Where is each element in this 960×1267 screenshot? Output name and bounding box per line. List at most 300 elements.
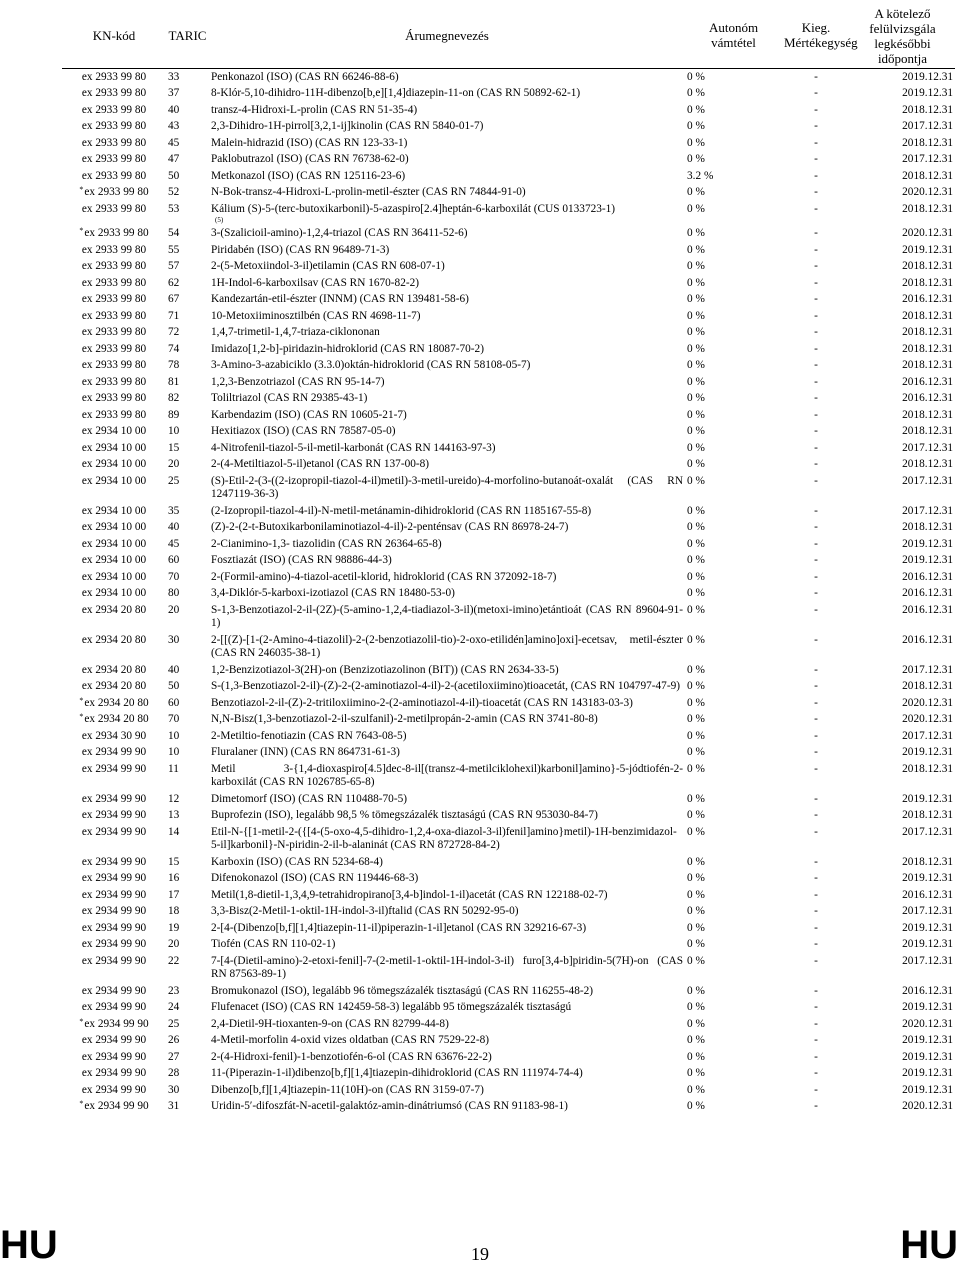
duty-rate: 0 % bbox=[687, 342, 705, 355]
duty-rate: 0 % bbox=[687, 521, 705, 533]
taric-code: 10 bbox=[168, 746, 180, 758]
duty-rate: 0 % bbox=[687, 375, 705, 388]
taric-code: 28 bbox=[168, 1067, 180, 1079]
goods-description: 2-(4-Hidroxi-fenil)-1-benzotiofén-6-ol (CAS RN 63676-22-2) bbox=[211, 1050, 492, 1063]
supplementary-unit: - bbox=[814, 792, 818, 805]
goods-description: S-1,3-Benzotiazol-2-il-(2Z)-(5-amino-1,2,4-tiadiazol-3-il)(metoxi-imino)etántioát (CAS RN 89604-91-1) bbox=[211, 603, 683, 629]
taric-code: 14 bbox=[168, 825, 180, 838]
goods-description-cell bbox=[209, 1000, 685, 1017]
goods-description: (2-Izopropil-tiazol-4-il)-N-metil-metánamin-dihidroklorid (CAS RN 1185167-55-8) bbox=[211, 504, 592, 517]
duty-rate: 0 % bbox=[687, 696, 705, 709]
table-row bbox=[62, 1049, 955, 1066]
supplementary-unit: - bbox=[814, 855, 818, 868]
review-date: 2019.12.31 bbox=[902, 1067, 953, 1079]
kn-code-cell bbox=[62, 1033, 166, 1050]
review-date: 2018.12.31 bbox=[902, 762, 953, 775]
kn-code-cell bbox=[62, 553, 166, 570]
goods-description-cell bbox=[209, 536, 685, 553]
review-date: 2017.12.31 bbox=[902, 504, 953, 517]
table-row bbox=[62, 1016, 955, 1033]
header-unit-line: Mértékegység bbox=[784, 35, 858, 50]
review-date: 2019.12.31 bbox=[902, 554, 953, 566]
kn-code-cell bbox=[62, 424, 166, 441]
kn-code: ex 2934 20 80 bbox=[81, 680, 147, 692]
supplementary-unit: - bbox=[814, 474, 818, 487]
kn-code: ex 2933 99 80 bbox=[81, 87, 147, 99]
taric-code: 23 bbox=[168, 984, 180, 997]
duty-rate: 0 % bbox=[687, 792, 705, 805]
kn-code: ex 2933 99 80 bbox=[81, 359, 147, 371]
kn-code: ex 2933 99 80 bbox=[81, 243, 147, 256]
table-row bbox=[62, 457, 955, 474]
goods-description: Difenokonazol (ISO) (CAS RN 119446-68-3) bbox=[211, 872, 419, 884]
kn-code-cell bbox=[62, 242, 166, 259]
duty-rate: 0 % bbox=[687, 1100, 705, 1112]
taric-code: 12 bbox=[168, 792, 180, 805]
taric-code: 19 bbox=[168, 921, 180, 934]
goods-description: transz-4-Hidroxi-L-prolin (CAS RN 51-35-4) bbox=[211, 103, 418, 116]
supplementary-unit: - bbox=[814, 359, 818, 371]
review-date: 2016.12.31 bbox=[902, 587, 953, 599]
duty-rate: 0 % bbox=[687, 1050, 705, 1063]
kn-code-cell bbox=[62, 791, 166, 808]
duty-rate: 0 % bbox=[687, 103, 705, 116]
goods-description-cell bbox=[209, 586, 685, 603]
kn-code: ex 2934 20 80 bbox=[81, 663, 147, 676]
kn-code: ex 2934 99 90 bbox=[81, 938, 147, 950]
goods-description-cell bbox=[209, 1049, 685, 1066]
table-row bbox=[62, 1082, 955, 1099]
goods-description-cell bbox=[209, 407, 685, 424]
supplementary-unit: - bbox=[814, 458, 818, 470]
review-date: 2017.12.31 bbox=[902, 153, 953, 165]
kn-code: ex 2934 99 90 bbox=[81, 984, 147, 997]
supplementary-unit: - bbox=[814, 136, 818, 149]
table-row bbox=[62, 1000, 955, 1017]
kn-code: ex 2933 99 80 bbox=[81, 120, 147, 132]
review-date: 2019.12.31 bbox=[902, 1083, 953, 1096]
goods-description-cell bbox=[209, 473, 685, 503]
kn-code: ex 2934 10 00 bbox=[81, 504, 147, 517]
kn-code-cell bbox=[62, 586, 166, 603]
supplementary-unit: - bbox=[814, 504, 818, 517]
taric-code: 20 bbox=[168, 458, 180, 470]
review-date: 2020.12.31 bbox=[902, 1017, 953, 1030]
table-row bbox=[62, 424, 955, 441]
taric-code: 17 bbox=[168, 888, 180, 901]
review-date: 2018.12.31 bbox=[902, 359, 953, 371]
amendment-marker: * bbox=[79, 1099, 84, 1108]
kn-code: ex 2934 10 00 bbox=[81, 441, 147, 454]
goods-description: Kandezartán-etil-észter (INNM) (CAS RN 139481-58-6) bbox=[211, 293, 469, 305]
goods-description-cell bbox=[209, 242, 685, 259]
goods-description-cell bbox=[209, 275, 685, 292]
goods-description-cell bbox=[209, 632, 685, 662]
kn-code: ex 2934 99 90 bbox=[81, 746, 147, 758]
kn-code-cell bbox=[62, 226, 166, 243]
duty-rate: 3.2 % bbox=[687, 169, 714, 182]
table-row bbox=[62, 553, 955, 570]
kn-code-cell bbox=[62, 887, 166, 904]
table-row bbox=[62, 1099, 955, 1116]
kn-code-cell bbox=[62, 520, 166, 537]
goods-description: 11-(Piperazin-1-il)dibenzo[b,f][1,4]tiazepin-dihidroklorid (CAS RN 111974-74-4) bbox=[211, 1067, 583, 1079]
review-date: 2019.12.31 bbox=[902, 1034, 953, 1046]
kn-code-cell bbox=[62, 569, 166, 586]
kn-code-cell bbox=[62, 712, 166, 729]
amendment-marker: * bbox=[79, 185, 84, 194]
review-date: 2020.12.31 bbox=[902, 713, 953, 725]
kn-code-cell bbox=[62, 602, 166, 632]
review-date: 2017.12.31 bbox=[902, 825, 953, 838]
duty-rate: 0 % bbox=[687, 441, 705, 454]
review-date: 2020.12.31 bbox=[902, 227, 953, 239]
duty-rate: 0 % bbox=[687, 202, 705, 215]
goods-description: 2-Cianimino-1,3- tiazolidin (CAS RN 26364-65-8) bbox=[211, 537, 442, 550]
supplementary-unit: - bbox=[814, 521, 818, 533]
kn-code: ex 2934 20 80 bbox=[81, 603, 147, 616]
goods-description: Dibenzo[b,f][1,4]tiazepin-11(10H)-on (CAS RN 3159-07-7) bbox=[211, 1083, 484, 1096]
header-date-line: legkésőbbi bbox=[874, 36, 931, 51]
table-row bbox=[62, 473, 955, 503]
kn-code-cell bbox=[62, 1066, 166, 1083]
goods-description-cell bbox=[209, 662, 685, 679]
kn-code-cell bbox=[62, 904, 166, 921]
kn-code-cell bbox=[62, 920, 166, 937]
goods-description: Metil(1,8-dietil-1,3,4,9-tetrahidropirano[3,4-b]indol-1-il)acetát (CAS RN 122188-02-7) bbox=[211, 888, 608, 901]
amendment-marker: * bbox=[79, 226, 84, 235]
taric-code: 25 bbox=[168, 1017, 180, 1030]
taric-code: 57 bbox=[168, 260, 180, 272]
supplementary-unit: - bbox=[814, 888, 818, 901]
kn-code: ex 2934 99 90 bbox=[81, 855, 147, 868]
goods-description: 3,3-Bisz(2-Metil-1-oktil-1H-indol-3-il)ftalid (CAS RN 50292-95-0) bbox=[211, 905, 519, 917]
taric-code: 82 bbox=[168, 392, 180, 404]
kn-code-cell bbox=[62, 185, 166, 202]
goods-description-cell bbox=[209, 854, 685, 871]
table-row bbox=[62, 536, 955, 553]
table-row bbox=[62, 1066, 955, 1083]
duty-rate: 0 % bbox=[687, 1034, 705, 1046]
kn-code-cell bbox=[62, 473, 166, 503]
header-vat bbox=[685, 2, 782, 69]
supplementary-unit: - bbox=[814, 570, 818, 583]
table-row bbox=[62, 440, 955, 457]
taric-code: 26 bbox=[168, 1034, 180, 1046]
goods-description-cell bbox=[209, 391, 685, 408]
review-date: 2019.12.31 bbox=[902, 243, 953, 256]
kn-code: ex 2934 10 00 bbox=[81, 521, 147, 533]
goods-description-cell bbox=[209, 695, 685, 712]
table-row bbox=[62, 695, 955, 712]
duty-rate: 0 % bbox=[687, 293, 705, 305]
goods-description-cell bbox=[209, 457, 685, 474]
duty-rate: 0 % bbox=[687, 243, 705, 256]
goods-description-cell bbox=[209, 102, 685, 119]
table-row bbox=[62, 953, 955, 983]
review-date: 2016.12.31 bbox=[902, 570, 953, 583]
goods-description-cell bbox=[209, 1066, 685, 1083]
kn-code: ex 2933 99 80 bbox=[81, 169, 147, 182]
goods-description-cell bbox=[209, 904, 685, 921]
supplementary-unit: - bbox=[814, 872, 818, 884]
review-date: 2019.12.31 bbox=[902, 70, 953, 83]
kn-code: ex 2933 99 80 bbox=[84, 227, 149, 239]
goods-description: (S)-Etil-2-(3-((2-izopropil-tiazol-4-il)metil)-3-metil-ureido)-4-morfolino-butanoát-oxalát (CAS RN 1247119-36-3) bbox=[211, 474, 683, 500]
table-row bbox=[62, 937, 955, 954]
header-vat-line: vámtétel bbox=[711, 35, 756, 50]
table-row bbox=[62, 887, 955, 904]
goods-description: 1,4,7-trimetil-1,4,7-triaza-ciklononan bbox=[211, 326, 380, 338]
kn-code-cell bbox=[62, 152, 166, 169]
goods-description-cell bbox=[209, 358, 685, 375]
review-date: 2018.12.31 bbox=[902, 521, 953, 533]
kn-code: ex 2933 99 80 bbox=[81, 293, 147, 305]
kn-code-cell bbox=[62, 808, 166, 825]
duty-rate: 0 % bbox=[687, 663, 705, 676]
goods-description: N,N-Bisz(1,3-benzotiazol-2-il-szulfanil)-2-metilpropán-2-amin (CAS RN 3741-80-8) bbox=[211, 713, 598, 725]
taric-code: 30 bbox=[168, 633, 180, 646]
taric-code: 89 bbox=[168, 408, 180, 421]
duty-rate: 0 % bbox=[687, 888, 705, 901]
header-unit bbox=[782, 2, 858, 69]
table-row bbox=[62, 185, 955, 202]
kn-code-cell bbox=[62, 1049, 166, 1066]
supplementary-unit: - bbox=[814, 293, 818, 305]
kn-code-cell bbox=[62, 440, 166, 457]
goods-description-cell bbox=[209, 152, 685, 169]
goods-description: Imidazo[1,2-b]-piridazin-hidroklorid (CAS RN 18087-70-2) bbox=[211, 342, 484, 355]
duty-rate: 0 % bbox=[687, 359, 705, 371]
goods-description: N-Bok-transz-4-Hidroxi-L-prolin-metil-észter (CAS RN 74844-91-0) bbox=[211, 186, 526, 198]
kn-code-cell bbox=[62, 292, 166, 309]
supplementary-unit: - bbox=[814, 87, 818, 99]
review-date: 2017.12.31 bbox=[902, 663, 953, 676]
review-date: 2018.12.31 bbox=[902, 809, 953, 821]
duty-rate: 0 % bbox=[687, 729, 705, 742]
goods-description-cell bbox=[209, 953, 685, 983]
table-row bbox=[62, 69, 955, 86]
goods-description: Bromukonazol (ISO), legalább 96 tömegszázalék tisztaságú (CAS RN 116255-48-2) bbox=[211, 984, 594, 997]
goods-description: Penkonazol (ISO) (CAS RN 66246-88-6) bbox=[211, 70, 399, 83]
goods-description-cell bbox=[209, 341, 685, 358]
duty-rate: 0 % bbox=[687, 136, 705, 149]
kn-code-cell bbox=[62, 871, 166, 888]
review-date: 2017.12.31 bbox=[902, 120, 953, 132]
goods-description-cell bbox=[209, 168, 685, 185]
goods-description-cell bbox=[209, 135, 685, 152]
supplementary-unit: - bbox=[814, 1083, 818, 1096]
table-row bbox=[62, 824, 955, 854]
goods-description: 1,2,3-Benzotriazol (CAS RN 95-14-7) bbox=[211, 375, 385, 388]
review-date: 2018.12.31 bbox=[902, 276, 953, 289]
taric-code: 62 bbox=[168, 276, 180, 289]
table-row bbox=[62, 602, 955, 632]
review-date: 2017.12.31 bbox=[902, 729, 953, 742]
taric-code: 70 bbox=[168, 713, 180, 725]
goods-description-cell bbox=[209, 728, 685, 745]
supplementary-unit: - bbox=[814, 120, 818, 132]
taric-code: 16 bbox=[168, 872, 180, 884]
review-date: 2019.12.31 bbox=[902, 746, 953, 758]
supplementary-unit: - bbox=[814, 762, 818, 775]
goods-description-cell bbox=[209, 424, 685, 441]
kn-code: ex 2934 20 80 bbox=[84, 696, 149, 709]
table-row bbox=[62, 728, 955, 745]
table-row bbox=[62, 1033, 955, 1050]
taric-code: 52 bbox=[168, 186, 180, 198]
table-row bbox=[62, 569, 955, 586]
duty-rate: 0 % bbox=[687, 1067, 705, 1079]
header-unit-line: Kieg. bbox=[801, 20, 831, 35]
kn-code: ex 2933 99 80 bbox=[81, 276, 147, 289]
taric-code: 40 bbox=[168, 521, 180, 533]
goods-description-cell bbox=[209, 503, 685, 520]
review-date: 2018.12.31 bbox=[902, 408, 953, 421]
kn-code: ex 2934 99 90 bbox=[81, 1034, 147, 1046]
taric-code: 15 bbox=[168, 441, 180, 454]
header-date bbox=[850, 2, 955, 69]
kn-code-cell bbox=[62, 695, 166, 712]
goods-description: Hexitiazox (ISO) (CAS RN 78587-05-0) bbox=[211, 425, 396, 437]
taric-code: 45 bbox=[168, 537, 180, 550]
kn-code-cell bbox=[62, 407, 166, 424]
review-date: 2019.12.31 bbox=[902, 938, 953, 950]
table-row bbox=[62, 632, 955, 662]
kn-code: ex 2934 10 00 bbox=[81, 587, 147, 599]
review-date: 2018.12.31 bbox=[902, 260, 953, 272]
goods-description: 2-(Formil-amino)-4-tiazol-acetil-klorid, hidroklorid (CAS RN 372092-18-7) bbox=[211, 570, 557, 583]
kn-code: ex 2933 99 80 bbox=[81, 309, 147, 322]
taric-code: 30 bbox=[168, 1083, 180, 1096]
taric-code: 67 bbox=[168, 293, 180, 305]
review-date: 2016.12.31 bbox=[902, 293, 953, 305]
kn-code: ex 2934 99 90 bbox=[81, 888, 147, 901]
supplementary-unit: - bbox=[814, 375, 818, 388]
supplementary-unit: - bbox=[814, 1001, 818, 1013]
supplementary-unit: - bbox=[814, 954, 818, 967]
kn-code: ex 2933 99 80 bbox=[81, 408, 147, 421]
goods-description: Flufenacet (ISO) (CAS RN 142459-58-3) legalább 95 tömegszázalék tisztaságú bbox=[211, 1001, 572, 1013]
goods-description: Kálium (S)-5-(terc-butoxikarbonil)-5-azaspiro[2.4]heptán-6-karboxilát (CUS 0133723-1) bbox=[211, 202, 616, 215]
supplementary-unit: - bbox=[814, 243, 818, 256]
goods-description-cell bbox=[209, 569, 685, 586]
kn-code: ex 2934 10 00 bbox=[81, 537, 147, 550]
taric-code: 20 bbox=[168, 938, 180, 950]
goods-description-cell bbox=[209, 440, 685, 457]
review-date: 2018.12.31 bbox=[902, 342, 953, 355]
tariff-table bbox=[62, 2, 955, 1115]
kn-code-cell bbox=[62, 1099, 166, 1116]
goods-description: Paklobutrazol (ISO) (CAS RN 76738-62-0) bbox=[211, 153, 409, 165]
duty-rate: 0 % bbox=[687, 855, 705, 868]
taric-code: 10 bbox=[168, 729, 180, 742]
duty-rate: 0 % bbox=[687, 825, 705, 838]
duty-rate: 0 % bbox=[687, 954, 705, 967]
goods-description: Tiofén (CAS RN 110-02-1) bbox=[211, 938, 336, 950]
kn-code-cell bbox=[62, 341, 166, 358]
review-date: 2016.12.31 bbox=[902, 603, 953, 616]
duty-rate: 0 % bbox=[687, 120, 705, 132]
review-date: 2019.12.31 bbox=[902, 1050, 953, 1063]
supplementary-unit: - bbox=[814, 70, 818, 83]
goods-description-cell bbox=[209, 520, 685, 537]
kn-code-cell bbox=[62, 854, 166, 871]
goods-description: Fosztiazát (ISO) (CAS RN 98886-44-3) bbox=[211, 554, 392, 566]
duty-rate: 0 % bbox=[687, 186, 705, 198]
kn-code-cell bbox=[62, 168, 166, 185]
goods-description: 2-[4-(Dibenzo[b,f][1,4]tiazepin-11-il)piperazin-1-il]etanol (CAS RN 329216-67-3) bbox=[211, 921, 587, 934]
kn-code: ex 2933 99 80 bbox=[81, 375, 147, 388]
table-row bbox=[62, 808, 955, 825]
supplementary-unit: - bbox=[814, 103, 818, 116]
duty-rate: 0 % bbox=[687, 537, 705, 550]
table-row bbox=[62, 407, 955, 424]
kn-code-cell bbox=[62, 325, 166, 342]
supplementary-unit: - bbox=[814, 633, 818, 646]
taric-code: 50 bbox=[168, 169, 180, 182]
supplementary-unit: - bbox=[814, 938, 818, 950]
supplementary-unit: - bbox=[814, 537, 818, 550]
review-date: 2019.12.31 bbox=[902, 537, 953, 550]
kn-code: ex 2934 20 80 bbox=[81, 633, 147, 646]
review-date: 2016.12.31 bbox=[902, 392, 953, 404]
goods-description: Fluralaner (INN) (CAS RN 864731-61-3) bbox=[211, 746, 400, 758]
table-row bbox=[62, 679, 955, 696]
kn-code: ex 2934 99 90 bbox=[81, 809, 147, 821]
kn-code: ex 2934 99 90 bbox=[81, 762, 147, 775]
duty-rate: 0 % bbox=[687, 87, 705, 99]
footer-country-code-left: HU bbox=[0, 1223, 58, 1267]
table-row bbox=[62, 152, 955, 169]
supplementary-unit: - bbox=[814, 326, 818, 338]
kn-code: ex 2934 99 90 bbox=[81, 1083, 147, 1096]
kn-code: ex 2933 99 80 bbox=[81, 342, 147, 355]
taric-code: 71 bbox=[168, 309, 180, 322]
kn-code: ex 2934 99 90 bbox=[84, 1100, 149, 1112]
amendment-marker: * bbox=[79, 712, 84, 721]
taric-code: 24 bbox=[168, 1001, 180, 1013]
goods-description-cell bbox=[209, 824, 685, 854]
table-row bbox=[62, 520, 955, 537]
goods-description-cell bbox=[209, 201, 685, 226]
table-row bbox=[62, 586, 955, 603]
kn-code: ex 2934 99 90 bbox=[81, 792, 147, 805]
supplementary-unit: - bbox=[814, 554, 818, 566]
taric-code: 11 bbox=[168, 762, 179, 775]
goods-description: Metil 3-{1,4-dioxaspiro[4.5]dec-8-il[(transz-4-metilciklohexil)karbonil]amino}-5-jódtiofén-2-karboxilát (CAS RN 1026785-65-8) bbox=[211, 762, 683, 788]
kn-code: ex 2934 99 90 bbox=[81, 1067, 147, 1079]
table-row bbox=[62, 86, 955, 103]
goods-description-cell bbox=[209, 119, 685, 136]
taric-code: 35 bbox=[168, 504, 180, 517]
supplementary-unit: - bbox=[814, 663, 818, 676]
review-date: 2016.12.31 bbox=[902, 375, 953, 388]
table-row bbox=[62, 791, 955, 808]
kn-code-cell bbox=[62, 201, 166, 226]
goods-description: Toliltriazol (CAS RN 29385-43-1) bbox=[211, 392, 368, 404]
duty-rate: 0 % bbox=[687, 938, 705, 950]
kn-code: ex 2933 99 80 bbox=[81, 202, 147, 215]
supplementary-unit: - bbox=[814, 169, 818, 182]
kn-code-cell bbox=[62, 308, 166, 325]
supplementary-unit: - bbox=[814, 729, 818, 742]
taric-code: 18 bbox=[168, 905, 180, 917]
header-date-line: felülvizsgála bbox=[869, 21, 936, 36]
review-date: 2018.12.31 bbox=[902, 136, 953, 149]
duty-rate: 0 % bbox=[687, 762, 705, 775]
duty-rate: 0 % bbox=[687, 554, 705, 566]
